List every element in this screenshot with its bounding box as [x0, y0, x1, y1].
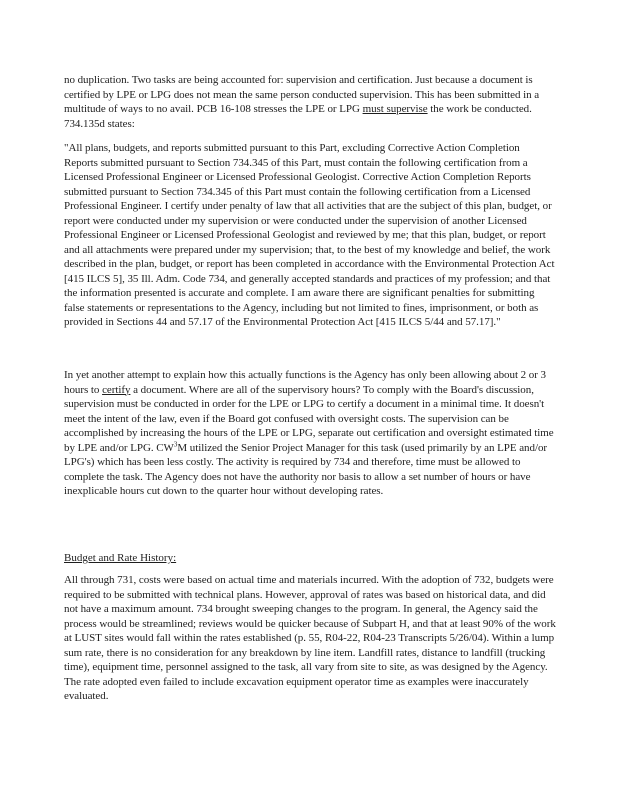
paragraph-agency-hours [64, 368, 556, 499]
paragraph-3-text-b: a document. Where are all of the supervisory hours? To comply with the Board's discussion, supervision must be conducted in order for the LPE or LPG to certify a document in a minimal time. It doesn't meet the intent of the law, even if the Board got confused with oversight costs. The supervision can be accomplished by increasing the hours of the LPE or LPG, separate out certification and oversight estimated time by LPE and/or LPG. CW [64, 383, 554, 454]
quotation-734-135d: "All plans, budgets, and reports submitted pursuant to this Part, excluding Corrective Action Completion Reports submitted pursuant to Section 734.345 of this Part, must contain the following certification from a Licensed Professional Engineer or Licensed Professional Geologist. Corrective Action Completion Reports submitted pursuant to Section 734.345 of this Part must contain the following certification from a Licensed Professional Engineer. I certify under penalty of law that all activities that are the subject of this plan, budget, or report were conducted under my supervision or were conducted under the supervision of another Licensed Professional Engineer or Licensed Professional Geologist and reviewed by me; that this plan, budget, or report and all attachments were prepared under my supervision; that, to the best of my knowledge and belief, the work described in the plan, budget, or report has been completed in accordance with the Environmental Protection Act [415 ILCS 5], 35 Ill. Adm. Code 734, and generally accepted standards and practices of my profession; and that the information presented is accurate and complete. I am aware there are significant penalties for submitting false statements or representations to the Agency, including but not limited to fines, imprisonment, or both as provided in Sections 44 and 57.17 of the Environmental Protection Act [415 ILCS 5/44 and 57.17]." [64, 142, 555, 328]
paragraph-1-text-b: the work be conducted. 734.135d states: [64, 103, 532, 130]
paragraph-supervision-certification [64, 73, 556, 131]
paragraph-3-underlined-certify: certify [102, 383, 131, 396]
paragraph-3-text-a: In yet another attempt to explain how this actually functions is the Agency has only been allowing about 2 or 3 hours to [64, 369, 547, 396]
paragraph-1-underlined-must-supervise: must supervise [362, 103, 428, 115]
section-heading-budget-rate-history: Budget and Rate History: [64, 552, 177, 564]
paragraph-1-text-a: no duplication. Two tasks are being accounted for: supervision and certification. Just because a document is certified by LPE or LPG does not mean the same person conducted supervision. This has been submitted in a multitude of ways to no avail. PCB 16-108 stresses the LPE or LPG [64, 74, 540, 115]
paragraph-budget-rate-history: All through 731, costs were based on actual time and materials incurred. With the adoption of 732, budgets were required to be submitted with technical plans. However, approval of rates was based on historical data, and did not have a maximum amount. 734 brought sweeping changes to the program. In general, the Agency said the process would be streamlined; reviews would be quicker because of Subpart H, and that at least 90% of the work at LUST sites would fall within the rates established (p. 55, R04-22, R04-23 Transcripts 5/26/04). Within a lump sum rate, there is no consideration for any breakdown by line item. Landfill rates, distance to landfill (trucking time), equipment time, personnel assigned to the task, all vary from site to site, as was designed by the Agency. The rate adopted even failed to include excavation equipment operator time as examples were inaccurately evaluated. [64, 574, 556, 702]
paragraph-3-superscript: 3 [173, 439, 178, 448]
paragraph-3-text-c: M utilized the Senior Project Manager for this task (used primarily by an LPE and/or LPG's) which has been less costly. The activity is required by 734 and therefore, time must be allowed to complete the task. The Agency does not have the authority nor basis to allow a set number of hours or have inexplicable hours cut down to the quarter hour without developing rates. [64, 441, 548, 497]
